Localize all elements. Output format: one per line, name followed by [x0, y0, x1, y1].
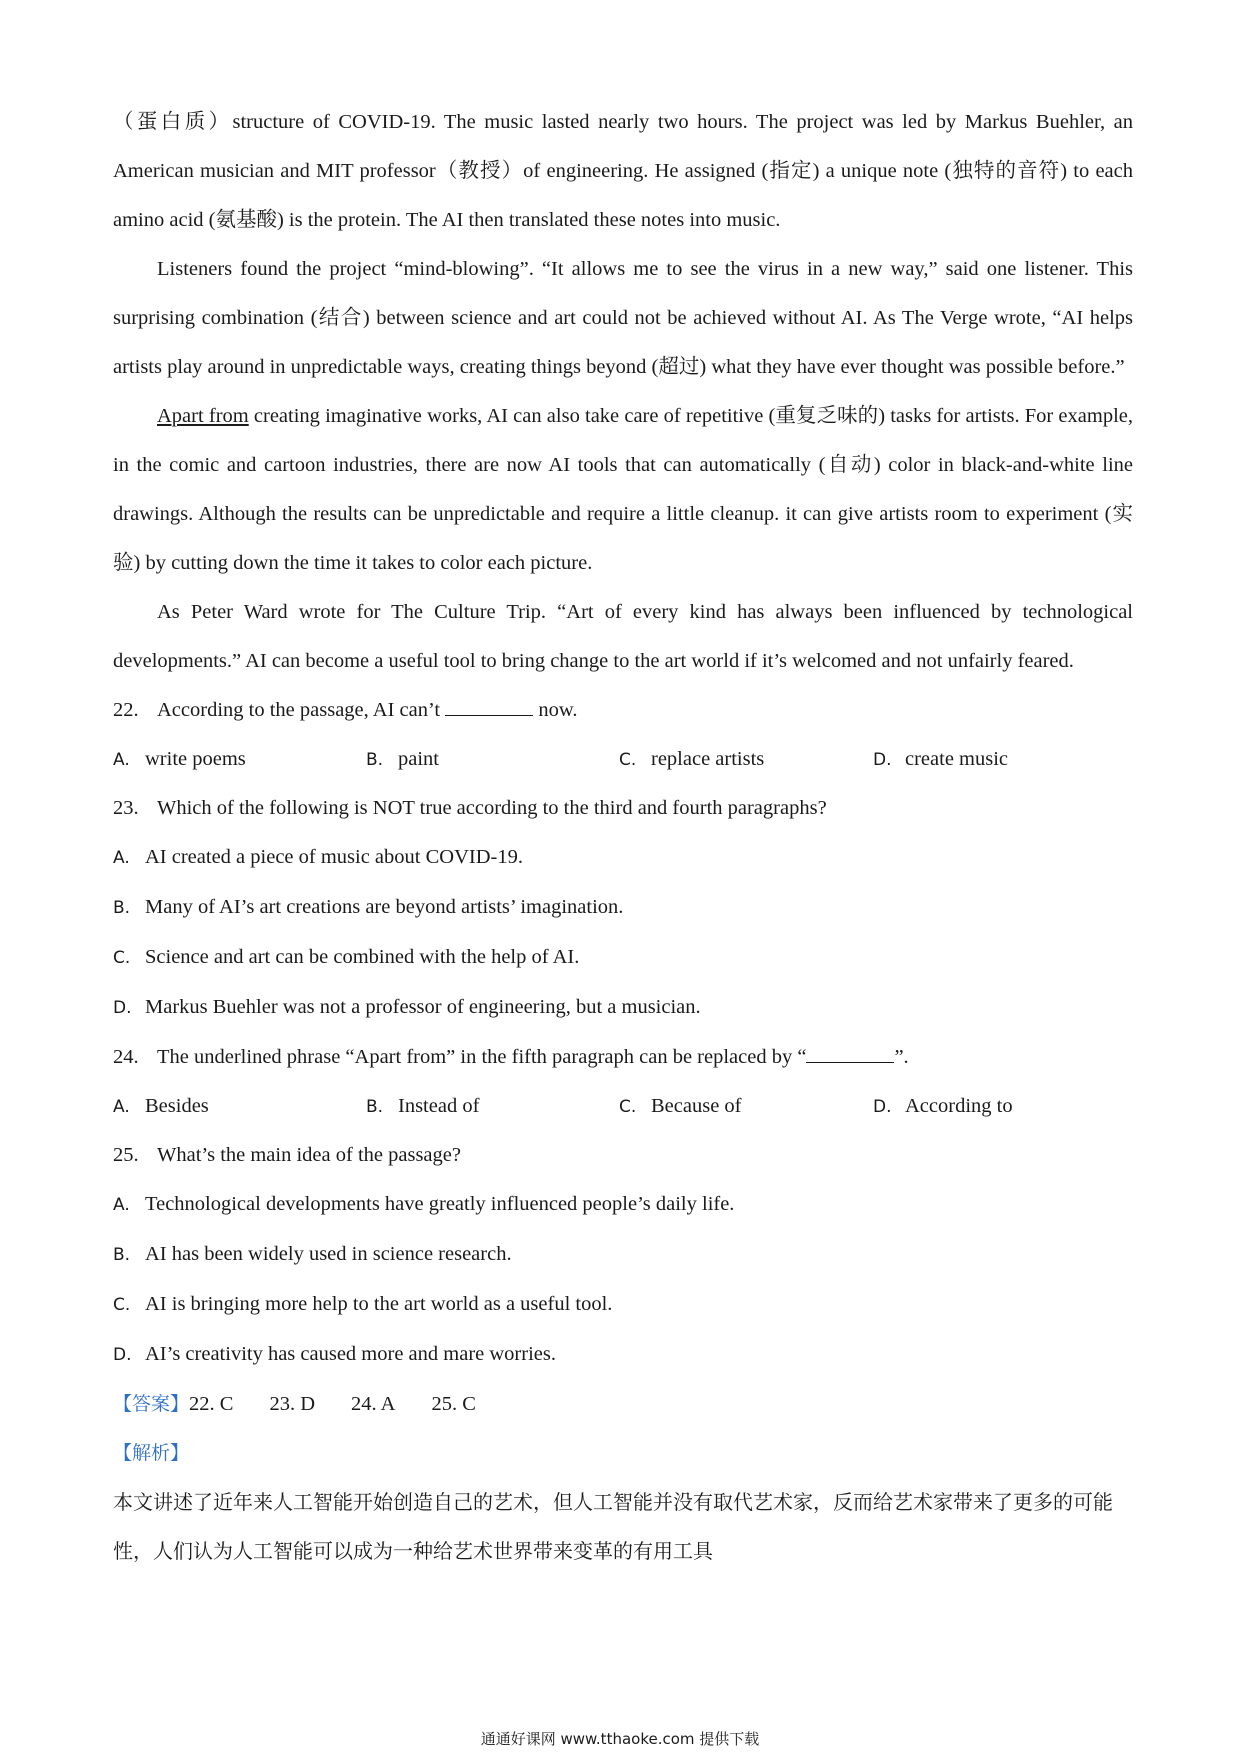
question-number: 25.: [113, 1144, 139, 1166]
question-stem-before: According to the passage, AI can’t: [157, 699, 446, 721]
answer-item: 25. C: [431, 1393, 476, 1415]
option-c: C. Science and art can be combined with the help of AI.: [113, 946, 580, 968]
paragraph-3: [113, 392, 1133, 588]
question-stem-after: ”.: [894, 1046, 909, 1068]
option-d: D. AI’s creativity has caused more and mare worries.: [113, 1343, 556, 1365]
option-d: D. Markus Buehler was not a professor of engineering, but a musician.: [113, 996, 701, 1018]
analysis-label: 【解析】: [113, 1442, 190, 1464]
question-22-options: [113, 735, 1133, 784]
option-b: B. Many of AI’s art creations are beyond artists’ imagination.: [113, 896, 624, 918]
footer-text: 通通好课网 www.tthaoke.com 提供下载: [480, 1730, 760, 1748]
answer-item: 22. C: [189, 1393, 234, 1415]
analysis-heading: [113, 1429, 1133, 1478]
question-22: [113, 686, 1133, 735]
answer-label: 【答案】: [113, 1393, 190, 1415]
question-number: 22.: [113, 699, 139, 721]
question-stem: Which of the following is NOT true according to the third and fourth paragraphs?: [157, 797, 827, 819]
question-number: 24.: [113, 1046, 139, 1068]
document-page: [113, 98, 1133, 1576]
option-c: C. Because of: [619, 1095, 742, 1117]
answer-item: 24. A: [351, 1393, 396, 1415]
paragraph-1: （蛋白质）structure of COVID-19. The music lasted nearly two hours. The project was led by Markus Buehler, an American musician and MIT professor（教授）of engineering. He assigned (指定) a unique note (独特的音符) to each amino acid (氨基酸) is the protein. The AI then translated these notes into music.: [113, 111, 1133, 231]
question-number: 23.: [113, 797, 139, 819]
option-d: D. According to: [873, 1095, 1013, 1117]
option-b: B. Instead of: [366, 1095, 480, 1117]
question-24: [113, 1033, 1133, 1082]
question-23: [113, 784, 1133, 833]
question-stem-before: The underlined phrase “Apart from” in the fifth paragraph can be replaced by “: [157, 1046, 807, 1068]
option-c: C. AI is bringing more help to the art world as a useful tool.: [113, 1293, 613, 1315]
question-25: [113, 1131, 1133, 1180]
question-stem: What’s the main idea of the passage?: [157, 1144, 461, 1166]
question-24-options: [113, 1082, 1133, 1131]
answer-blank: [806, 1042, 894, 1063]
option-b: B. AI has been widely used in science research.: [113, 1243, 512, 1265]
option-d: D. create music: [873, 748, 1009, 770]
answer-item: 23. D: [269, 1393, 316, 1415]
question-stem-after: now.: [533, 699, 578, 721]
option-a: A. Technological developments have greatly influenced people’s daily life.: [113, 1193, 735, 1215]
option-a: A. Besides: [113, 1095, 209, 1117]
option-a: A. AI created a piece of music about COVID-19.: [113, 846, 523, 868]
paragraph-4: As Peter Ward wrote for The Culture Trip. “Art of every kind has always been influenced by technological developments.” AI can become a useful tool to bring change to the art world if it’s welcomed and not unfairly feared.: [113, 601, 1133, 672]
analysis-text: 本文讲述了近年来人工智能开始创造自己的艺术，但人工智能并没有取代艺术家，反而给艺术家带来了更多的可能性，人们认为人工智能可以成为一种给艺术世界带来变革的有用工具: [113, 1490, 1113, 1563]
answer-blank: [445, 695, 533, 716]
underlined-phrase: Apart from: [157, 405, 249, 427]
paragraph-2: Listeners found the project “mind-blowing”. “It allows me to see the virus in a new way,” said one listener. This surprising combination (结合) between science and art could not be achieved without AI. As The Verge wrote, “AI helps artists play around in unpredictable ways, creating things beyond (超过) what they have ever thought was possible before.”: [113, 258, 1133, 378]
option-c: C. replace artists: [619, 748, 765, 770]
option-b: B. paint: [366, 748, 439, 770]
paragraph-3-rest: creating imaginative works, AI can also take care of repetitive (重复乏味的) tasks for artists. For example, in the comic and cartoon industries, there are now AI tools that can automatically (自动) color in black-and-white line drawings. Although the results can be unpredictable and require a little cleanup. it can give artists room to experiment (实验) by cutting down the time it takes to color each picture.: [113, 405, 1133, 574]
answer-line: [113, 1380, 1133, 1429]
option-a: A. write poems: [113, 748, 246, 770]
